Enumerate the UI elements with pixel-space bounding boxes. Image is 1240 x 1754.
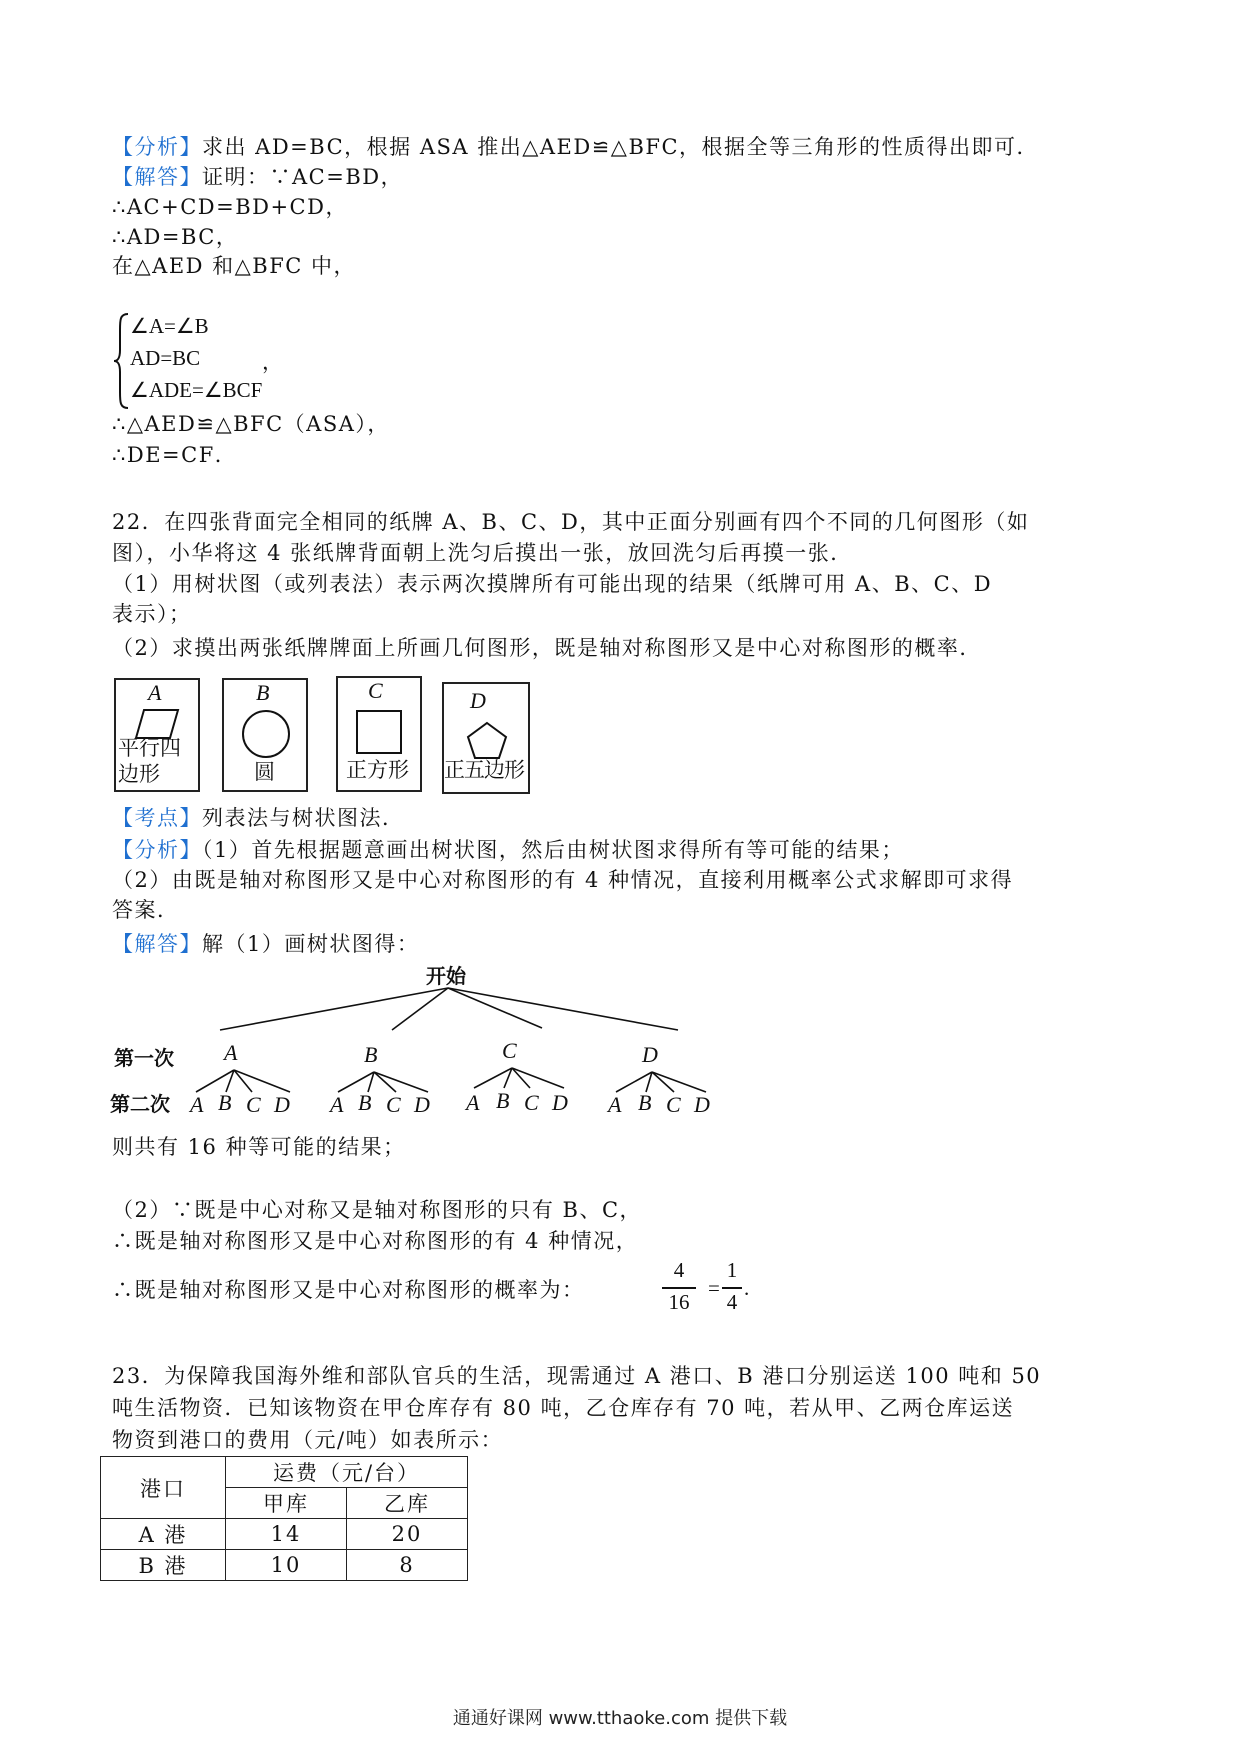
tree-node-first: B [364, 1042, 378, 1067]
proof-step: ∴△AED≌△BFC（ASA）， [112, 412, 390, 436]
analysis-text: （1）首先根据题意画出树状图，然后由树状图求得所有等可能的结果； [202, 838, 904, 862]
tree-node-second: B [358, 1090, 372, 1115]
fraction-1-numerator: 4 [673, 1258, 685, 1282]
tree-node-second: A [190, 1092, 204, 1117]
table-header-yi: 乙库 [347, 1488, 468, 1519]
fraction-2-denominator: 4 [726, 1290, 738, 1314]
table-cell-value: 10 [226, 1550, 347, 1581]
problem-23-line: 物资到港口的费用（元/吨）如表所示： [112, 1428, 504, 1452]
proof-step: ∴DE=CF． [112, 443, 238, 467]
kaodian-text: 列表法与树状图法． [202, 806, 405, 830]
freight-table [100, 1456, 468, 1581]
problem-23-line: 23．为保障我国海外维和部队官兵的生活，现需通过 A 港口、B 港口分别运送 100 吨和 50 [112, 1364, 1042, 1388]
kaodian-line [112, 804, 405, 832]
analysis-line-22: （2）由既是轴对称图形又是中心对称图形的有 4 种情况，直接利用概率公式求解即可求得 [112, 868, 1014, 892]
card-name: 圆 [254, 761, 275, 784]
fraction-2-bar [722, 1287, 742, 1289]
answer-tag: 【解答】 [112, 932, 202, 956]
table-header-group: 运费（元/台） [226, 1457, 468, 1488]
fraction-1-bar [662, 1287, 696, 1289]
tree-node-second: A [608, 1092, 622, 1117]
system-condition: ∠ADE=∠BCF [130, 378, 263, 402]
table-header-port: 港口 [101, 1457, 226, 1519]
table-cell-value: 14 [226, 1519, 347, 1550]
tree-node-second: D [414, 1092, 430, 1117]
part2-line: ∴既是轴对称图形又是中心对称图形的有 4 种情况， [112, 1229, 639, 1253]
tree-node-second: C [386, 1092, 401, 1117]
card-letter: D [470, 688, 486, 713]
table-header-jia: 甲库 [226, 1488, 347, 1519]
table-cell-value: 20 [347, 1519, 468, 1550]
analysis-tag: 【分析】 [112, 838, 202, 862]
tree-node-second: C [246, 1092, 261, 1117]
problem-23-line: 吨生活物资．已知该物资在甲仓库存有 80 吨，乙仓库存有 70 吨，若从甲、乙两仓库运送 [112, 1396, 1015, 1420]
tree-node-second: C [666, 1092, 681, 1117]
table-row [101, 1519, 468, 1550]
card-d [442, 682, 530, 794]
tree-node-second: D [274, 1092, 290, 1117]
tree-node-first: A [224, 1040, 238, 1065]
system-condition: AD=BC [130, 346, 201, 370]
card-letter: C [368, 678, 383, 703]
tree-level2-label: 第二次 [110, 1094, 170, 1116]
card-letter: A [148, 680, 162, 705]
equation-system [112, 312, 312, 410]
tree-node-second: A [330, 1092, 344, 1117]
answer-line-21 [112, 163, 403, 191]
card-b [222, 678, 308, 792]
answer-line-22 [112, 930, 419, 958]
part2-line: （2）∵既是中心对称又是轴对称图形的只有 B、C， [112, 1198, 643, 1222]
fraction-2-numerator: 1 [726, 1258, 738, 1282]
problem-22-line: （1）用树状图（或列表法）表示两次摸牌所有可能出现的结果（纸牌可用 A、B、C、D [112, 572, 993, 596]
answer-text: 证明：∵AC=BD， [202, 165, 404, 189]
card-letter: B [256, 680, 270, 705]
system-condition: ∠A=∠B [130, 314, 209, 338]
problem-22-line: 22．在四张背面完全相同的纸牌 A、B、C、D，其中正面分别画有四个不同的几何图形（如 [112, 510, 1030, 534]
answer-tag: 【解答】 [112, 165, 202, 189]
tree-node-first: D [642, 1042, 658, 1067]
proof-step: ∴AC+CD=BD+CD， [112, 195, 348, 219]
circle-icon [240, 708, 292, 760]
analysis-text: 求出 AD=BC，根据 ASA 推出△AED≌△BFC，根据全等三角形的性质得出即可． [202, 135, 1040, 159]
tree-node-second: B [638, 1090, 652, 1115]
card-figures [112, 676, 532, 796]
tree-node-first: C [502, 1038, 517, 1063]
equals-sign: = [708, 1276, 720, 1300]
tree-node-second: A [466, 1090, 480, 1115]
card-a [114, 678, 200, 792]
table-cell-port: A 港 [101, 1519, 226, 1550]
left-brace-icon [112, 312, 132, 410]
problem-22-line: （2）求摸出两张纸牌牌面上所画几何图形，既是轴对称图形又是中心对称图形的概率． [112, 636, 982, 660]
card-name: 正方形 [346, 759, 409, 782]
table-row [101, 1550, 468, 1581]
tree-node-second: D [694, 1092, 710, 1117]
answer-text: 解（1）画树状图得： [202, 932, 420, 956]
kaodian-tag: 【考点】 [112, 806, 202, 830]
analysis-tag: 【分析】 [112, 135, 202, 159]
result-line: 则共有 16 种等可能的结果； [112, 1135, 406, 1159]
tree-node-second: B [218, 1090, 232, 1115]
card-name: 边形 [118, 763, 160, 786]
problem-22-line: 图），小华将这 4 张纸牌背面朝上洗匀后摸出一张，放回洗匀后再摸一张． [112, 541, 853, 565]
tree-node-second: B [496, 1088, 510, 1113]
card-c [336, 676, 422, 792]
card-name: 平行四 [118, 737, 181, 760]
card-name: 正五边形 [444, 759, 524, 782]
analysis-line-22 [112, 836, 904, 864]
table-cell-value: 8 [347, 1550, 468, 1581]
part2-line: ∴既是轴对称图形又是中心对称图形的概率为： [112, 1278, 585, 1302]
system-comma: ， [262, 350, 283, 374]
problem-22-line: 表示）； [112, 602, 192, 626]
tree-diagram [100, 960, 780, 1130]
proof-step: 在△AED 和△BFC 中， [112, 254, 357, 278]
analysis-line-22: 答案． [112, 898, 180, 922]
fraction-1-denominator: 16 [668, 1290, 690, 1314]
square-icon [354, 708, 404, 756]
pentagon-icon [464, 720, 510, 762]
period: . [744, 1276, 750, 1300]
table-cell-port: B 港 [101, 1550, 226, 1581]
page-footer: 通通好课网 www.tthaoke.com 提供下载 [452, 1708, 788, 1729]
tree-root: 开始 [426, 966, 466, 988]
analysis-line-21 [112, 133, 1039, 161]
tree-node-second: D [552, 1090, 568, 1115]
tree-level1-label: 第一次 [114, 1048, 174, 1070]
tree-node-second: C [524, 1090, 539, 1115]
proof-step: ∴AD=BC， [112, 225, 239, 249]
